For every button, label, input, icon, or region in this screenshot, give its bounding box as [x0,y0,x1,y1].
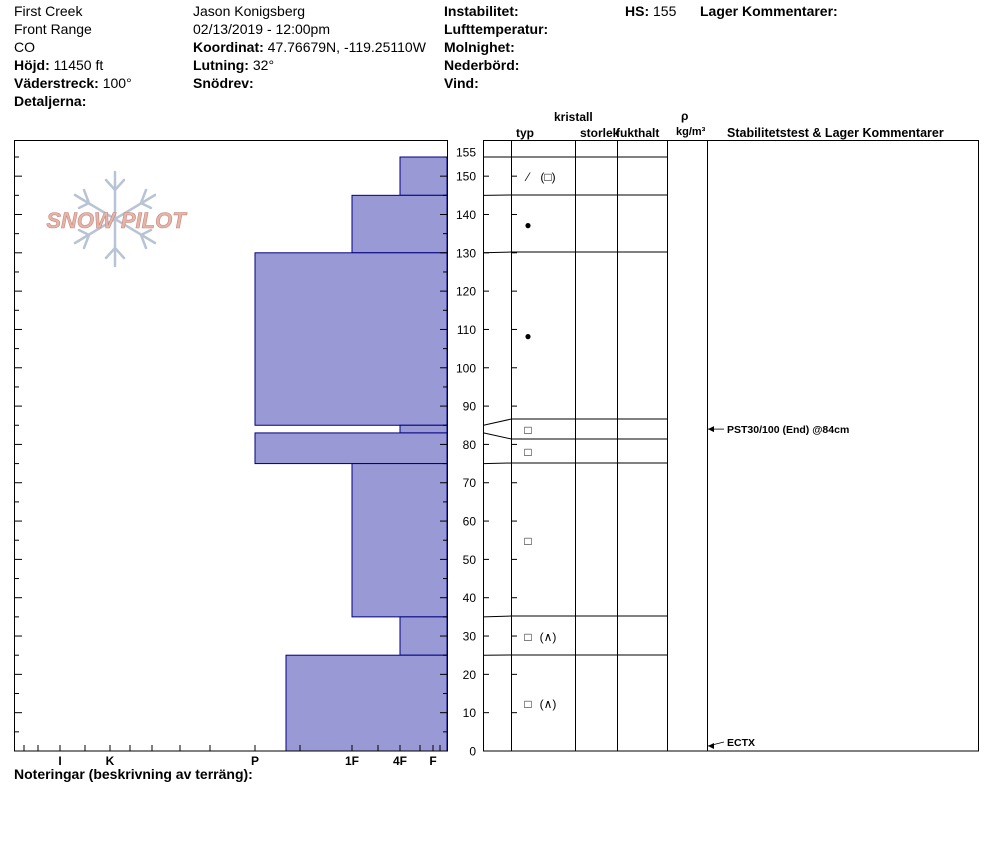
wind-label: Vind: [444,75,479,92]
size-header: storlek [580,125,619,142]
notes-label: Noteringar (beskrivning av terräng): [14,766,253,783]
grain-symbol: ● [524,218,531,232]
type-header: typ [516,125,534,142]
hardness-tick-label: K [106,754,115,768]
location-name: First Creek [14,3,82,20]
hardness-bar [400,157,447,195]
grain-symbol: □ [524,445,531,459]
height-tick-label: 140 [456,208,476,222]
hardness-axis [58,754,436,768]
aspect-value: 100° [103,75,132,91]
grain-column [524,170,556,711]
grain-symbol: □ [524,697,531,711]
crystal-header: kristall [554,109,593,126]
grain-symbol: □ [524,423,531,437]
hardness-bar [400,425,447,433]
height-axis [456,146,489,759]
grain-symbol: ● [524,329,531,343]
height-tick-label: 100 [456,361,476,375]
stability-arrowhead [708,426,714,432]
row-connector [484,463,512,464]
stability-header: Stabilitetstest & Lager Kommentarer [727,125,944,142]
elevation-label: Höjd: [14,57,50,73]
layer-comments-label: Lager Kommentarer: [700,3,838,20]
height-tick-label: 155 [456,146,476,160]
density-rho-header: ρ [681,108,688,125]
stability-tests [708,424,849,749]
height-tick-label: 130 [456,246,476,260]
grain-symbol: (□) [540,170,555,184]
hardness-tick-label: F [429,754,436,768]
stability-arrowhead [708,743,714,749]
cloud-cover-label: Molnighet: [444,39,515,56]
height-tick-label: 120 [456,285,476,299]
height-tick-label: 70 [463,476,477,490]
hardness-bar [286,655,447,751]
hardness-bar [352,464,447,617]
grain-symbol: (∧) [540,697,557,711]
air-temperature-label: Lufttemperatur: [444,21,548,38]
height-tick-label: 60 [463,515,477,529]
state: CO [14,39,35,56]
aspect-label: Väderstreck: [14,75,99,91]
hs-value: 155 [653,3,676,19]
grain-symbol: (∧) [540,630,557,644]
precipitation-label: Nederbörd: [444,57,519,74]
height-tick-label: 150 [456,170,476,184]
height-tick-label: 90 [463,400,477,414]
mountain-range: Front Range [14,21,92,38]
height-tick-label: 10 [463,706,477,720]
density-unit-header: kg/m³ [676,124,705,141]
hardness-bar [352,195,447,252]
grain-symbol: □ [524,630,531,644]
height-tick-label: 0 [469,745,476,759]
hs-label: HS: [625,3,649,19]
hardness-tick-label: I [58,754,61,768]
hardness-bars [255,157,447,751]
slope-label: Lutning: [193,57,249,73]
height-tick-label: 110 [457,323,476,337]
row-connector [484,419,512,425]
layer-table-frame [484,141,979,752]
height-tick-label: 50 [463,553,477,567]
grain-symbol: ⁄ [524,170,531,184]
hardness-bar [255,433,447,464]
observer-name: Jason Konigsberg [193,3,305,20]
drift-label: Snödrev: [193,75,254,92]
row-connector [484,433,512,439]
details-label: Detaljerna: [14,93,86,110]
hardness-tick-label: 1F [345,754,359,768]
elevation-value: 11450 ft [54,57,104,73]
coordinates-label: Koordinat: [193,39,264,55]
instability-label: Instabilitet: [444,3,519,20]
moisture-header: fukthalt [616,125,659,142]
logo-text: SNOW PILOT [46,208,187,233]
coordinates-value: 47.76679N, -119.25110W [268,39,426,55]
height-tick-label: 30 [463,630,477,644]
grain-symbol: □ [524,534,531,548]
height-tick-label: 80 [463,438,477,452]
height-tick-label: 20 [463,668,477,682]
hardness-tick-label: P [251,754,259,768]
stability-test-label: ECTX [727,737,755,749]
observation-datetime: 02/13/2019 - 12:00pm [193,21,330,38]
height-tick-label: 40 [463,591,477,605]
row-connector [484,616,512,617]
stability-test-label: PST30/100 (End) @84cm [727,424,849,436]
hardness-tick-label: 4F [393,754,407,768]
slope-value: 32° [253,57,274,73]
hardness-bar [400,617,447,655]
hardness-bar [255,253,447,425]
snowpilot-logo [46,172,187,266]
